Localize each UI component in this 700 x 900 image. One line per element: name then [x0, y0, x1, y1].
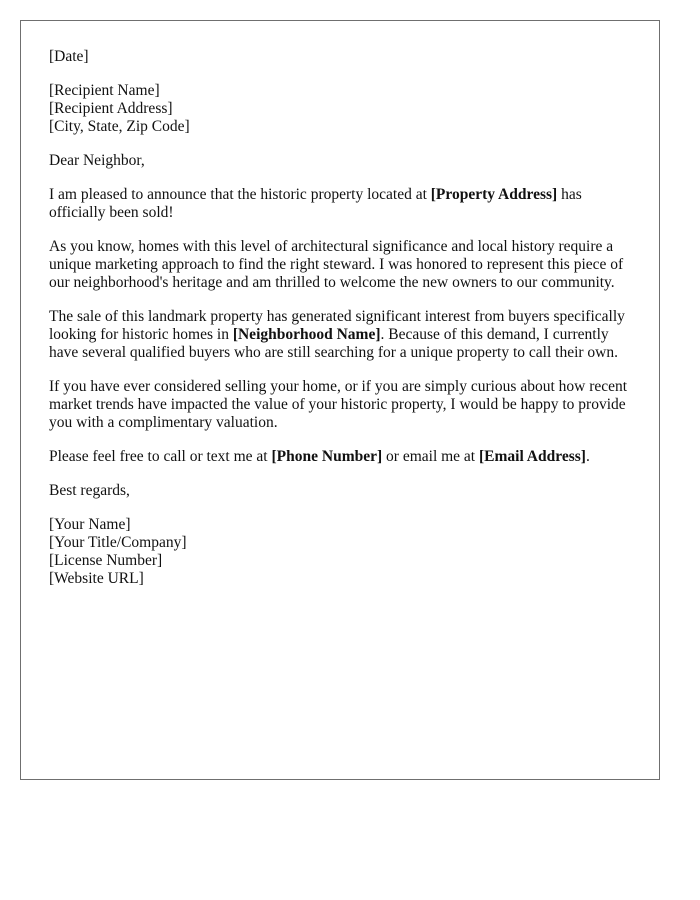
contact-text-before: Please feel free to call or text me at — [49, 448, 272, 465]
paragraph-valuation: If you have ever considered selling your home, or if you are simply curious about how recent market trends have impacted the value of your historic property, I would be happy to provide you with a complimentary valuation. — [49, 378, 628, 431]
paragraph-demand — [49, 308, 639, 362]
letter-content — [49, 48, 639, 604]
phone-number-placeholder: [Phone Number] — [271, 448, 383, 465]
recipient-block — [49, 82, 639, 136]
signature-name: [Your Name] — [49, 516, 131, 533]
signature-block — [49, 516, 639, 588]
contact-text-after: . — [585, 448, 590, 465]
salutation: Dear Neighbor, — [49, 152, 145, 169]
paragraph-heritage: As you know, homes with this level of architectural significance and local history require a unique marketing approach to find the right steward. I was honored to represent this piece of our neighborhood's heritage and am thrilled to welcome the new owners to our community. — [49, 238, 624, 291]
demand-text-after: . Because of this demand, I currently have several qualified buyers who are still searching for a unique property to call their own. — [49, 326, 618, 361]
recipient-city-state-zip: [City, State, Zip Code] — [49, 118, 190, 135]
recipient-address: [Recipient Address] — [49, 100, 173, 117]
signature-title-company: [Your Title/Company] — [49, 534, 187, 551]
paragraph-contact — [49, 448, 639, 466]
date-line — [49, 48, 639, 66]
signature-website: [Website URL] — [49, 570, 144, 587]
announcement-text-before: I am pleased to announce that the historic property located at — [49, 186, 431, 203]
property-address-placeholder: [Property Address] — [430, 186, 558, 203]
signature-license: [License Number] — [49, 552, 163, 569]
announcement-text-after: has officially been sold! — [49, 186, 582, 221]
email-address-placeholder: [Email Address] — [479, 448, 586, 465]
neighborhood-name-placeholder: [Neighborhood Name] — [232, 326, 381, 343]
paragraph-announcement — [49, 186, 639, 222]
demand-text-before: The sale of this landmark property has generated significant interest from buyers specifically looking for historic homes in — [49, 308, 625, 343]
date: [Date] — [49, 48, 89, 65]
recipient-name: [Recipient Name] — [49, 82, 160, 99]
contact-text-middle: or email me at — [382, 448, 479, 465]
closing: Best regards, — [49, 482, 130, 499]
letter-page — [20, 20, 660, 780]
